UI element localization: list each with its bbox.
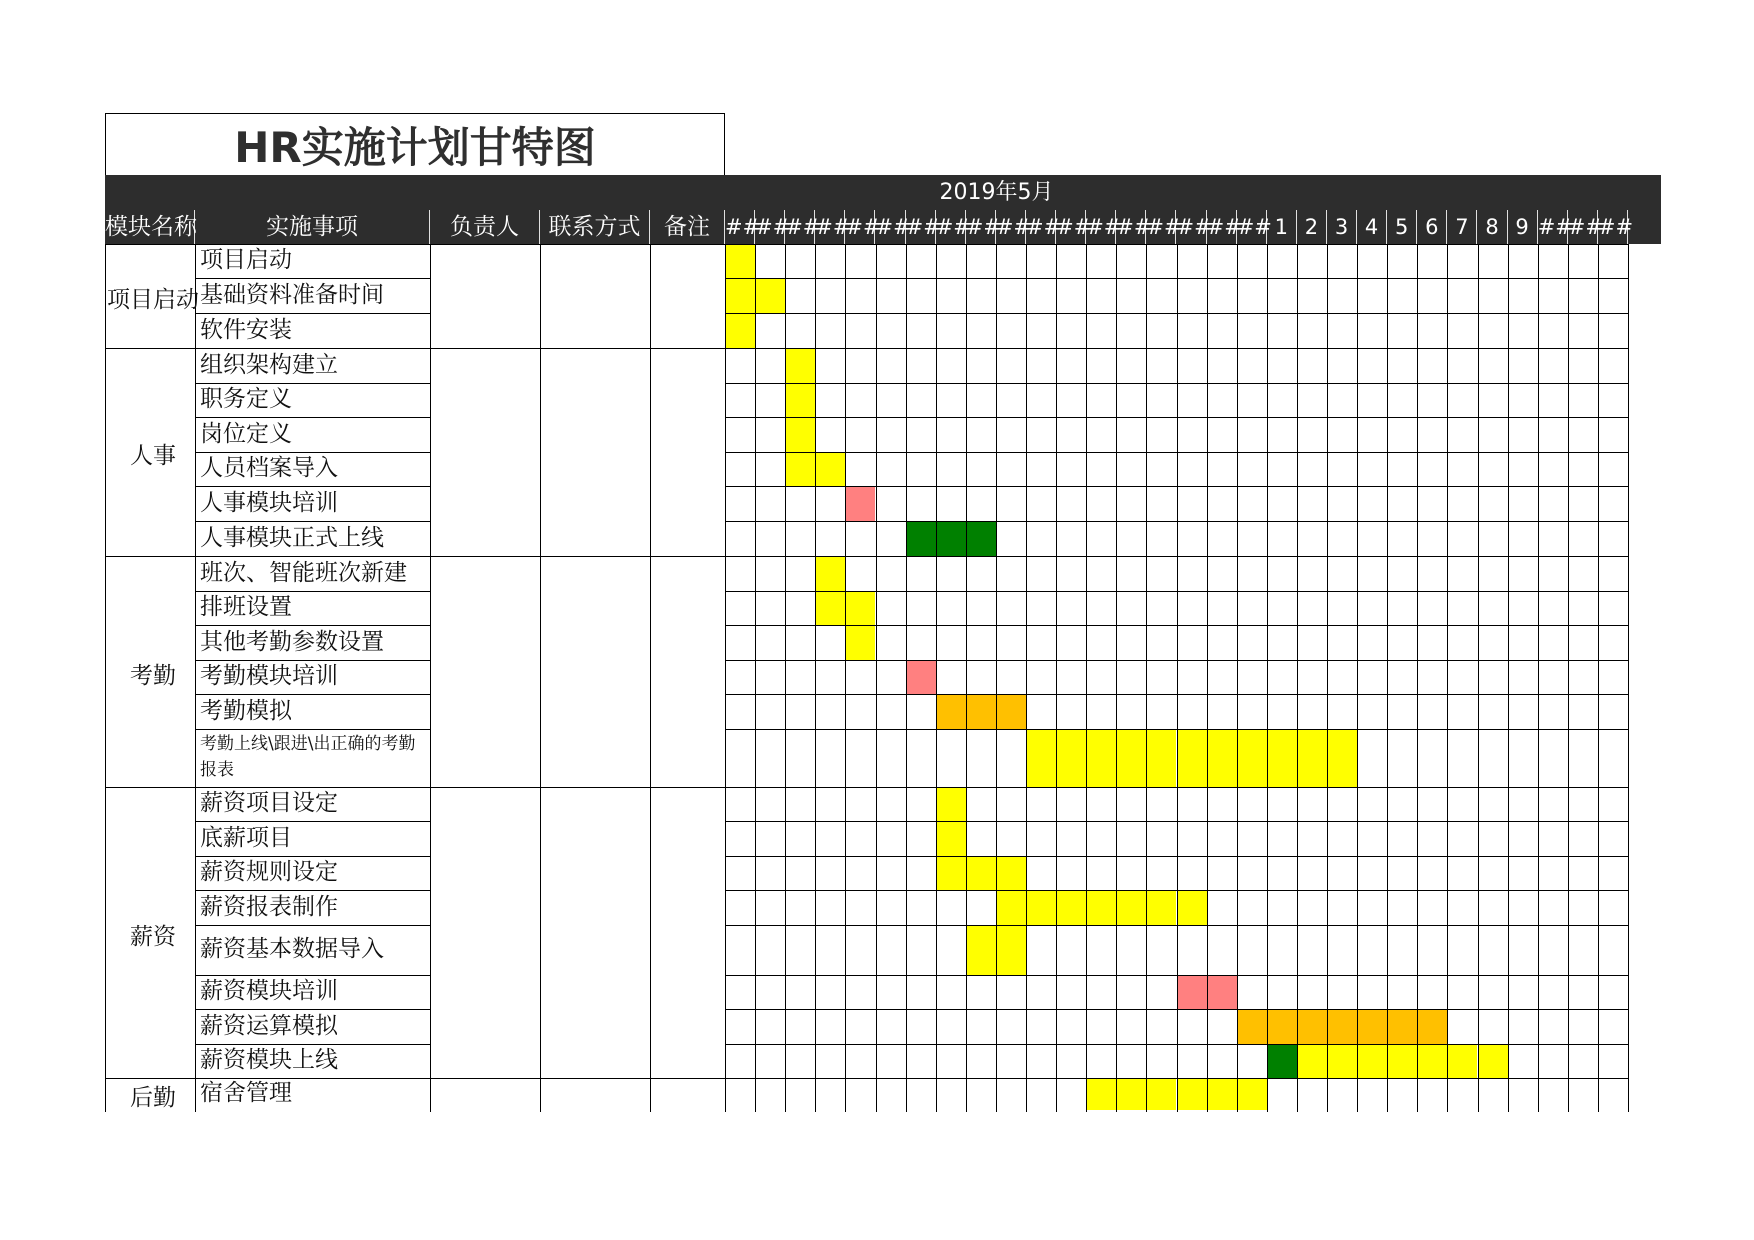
day-label: ##: [815, 210, 845, 244]
task-row-line: [195, 452, 430, 453]
grid-hline: [725, 925, 1628, 926]
gantt-bar-cell: [1237, 729, 1267, 787]
task-name: 软件安装: [200, 316, 292, 343]
module-row-line: [105, 787, 725, 788]
task-name: 薪资模块上线: [200, 1047, 338, 1073]
gantt-bar-cell: [845, 486, 875, 521]
grid-hline: [725, 556, 1628, 557]
grid-vline: [1568, 244, 1569, 1112]
gantt-bar-cell: [785, 452, 815, 486]
day-label: 1: [1267, 210, 1297, 244]
grid-hline: [725, 787, 1628, 788]
grid-hline: [725, 383, 1628, 384]
task-row-line: [195, 925, 430, 926]
grid-vline: [1086, 244, 1087, 1112]
gantt-bar-cell: [1207, 1078, 1237, 1110]
grid-hline: [725, 348, 1628, 349]
gantt-bar-cell: [1297, 729, 1327, 787]
gantt-bar-cell: [725, 313, 755, 348]
grid-vline: [966, 244, 967, 1112]
day-label: 3: [1327, 210, 1357, 244]
day-label: ##: [1086, 210, 1116, 244]
grid-vline: [1387, 244, 1388, 1112]
grid-vline: [1327, 244, 1328, 1112]
day-label: ##: [1538, 210, 1568, 244]
grid-hline: [725, 313, 1628, 314]
gantt-bar-cell: [725, 244, 755, 278]
gantt-bar-cell: [1116, 729, 1146, 787]
day-label: ##: [936, 210, 966, 244]
task-name: 人员档案导入: [200, 455, 338, 481]
grid-vline: [1146, 244, 1147, 1112]
module-name: 薪资: [130, 923, 176, 950]
grid-vline: [1056, 244, 1057, 1112]
gantt-bar-cell: [1177, 975, 1207, 1009]
gantt-bar-cell: [906, 660, 936, 694]
gantt-bar-cell: [996, 925, 1026, 975]
day-label: ##: [996, 210, 1026, 244]
gantt-bar-cell: [1237, 1009, 1267, 1044]
task-name: 基础资料准备时间: [200, 281, 384, 308]
task-row-line: [195, 1044, 430, 1045]
day-label: ##: [906, 210, 936, 244]
grid-hline: [725, 856, 1628, 857]
header-band-top: [105, 175, 725, 210]
grid-vline: [936, 244, 937, 1112]
day-label: 8: [1478, 210, 1508, 244]
task-row-line: [195, 591, 430, 592]
gantt-bar-cell: [1267, 1044, 1297, 1078]
gantt-bar-cell: [1478, 1044, 1508, 1078]
gantt-bar-cell: [1146, 890, 1176, 925]
gantt-bar-cell: [785, 383, 815, 417]
day-label: ##: [1568, 210, 1598, 244]
task-name: 组织架构建立: [200, 351, 338, 378]
gantt-bar-cell: [1207, 975, 1237, 1009]
grid-hline: [725, 625, 1628, 626]
day-label: ##: [1237, 210, 1267, 244]
gantt-bar-cell: [996, 856, 1026, 890]
module-row-line: [105, 348, 725, 349]
gantt-bar-cell: [725, 278, 755, 313]
day-label: ##: [845, 210, 875, 244]
gantt-bar-cell: [1207, 729, 1237, 787]
grid-vline: [755, 244, 756, 1112]
table-vline: [430, 244, 431, 1112]
task-name: 薪资模块培训: [200, 978, 338, 1004]
gantt-bar-cell: [1177, 729, 1207, 787]
gantt-bar-cell: [1357, 1044, 1387, 1078]
grid-hline: [725, 486, 1628, 487]
gantt-bar-cell: [815, 556, 845, 591]
gantt-bar-cell: [1297, 1044, 1327, 1078]
task-row-line: [195, 694, 430, 695]
task-row-line: [195, 625, 430, 626]
task-name: 其他考勤参数设置: [200, 628, 384, 655]
gantt-bar-cell: [1177, 1078, 1207, 1110]
gantt-bar-cell: [936, 821, 966, 856]
gantt-bar-cell: [1327, 729, 1357, 787]
task-name: 排班设置: [200, 594, 292, 620]
day-label: ##: [1116, 210, 1146, 244]
task-name: 项目启动: [200, 247, 292, 273]
task-row-line: [195, 417, 430, 418]
module-row-line: [105, 556, 725, 557]
grid-hline: [725, 694, 1628, 695]
task-name: 考勤上线\跟进\出正确的考勤报表: [200, 734, 416, 780]
task-name: 薪资项目设定: [200, 790, 338, 816]
grid-vline: [1026, 244, 1027, 1112]
table-vline: [650, 244, 651, 1112]
grid-vline: [1177, 244, 1178, 1112]
grid-vline: [815, 244, 816, 1112]
day-label: ##: [725, 210, 755, 244]
header-module: 模块名称: [105, 210, 195, 244]
task-name: 薪资基本数据导入: [200, 936, 384, 962]
grid-vline: [1116, 244, 1117, 1112]
grid-hline: [725, 1044, 1628, 1045]
gantt-bar-cell: [1387, 1009, 1417, 1044]
task-row-line: [195, 383, 430, 384]
header-band-right: [1268, 175, 1661, 210]
task-row-line: [195, 313, 430, 314]
grid-vline: [785, 244, 786, 1112]
grid-vline: [1207, 244, 1208, 1112]
gantt-bar-cell: [1267, 729, 1297, 787]
grid-hline: [725, 1078, 1628, 1079]
grid-vline: [845, 244, 846, 1112]
task-row-line: [195, 1009, 430, 1010]
grid-vline: [1237, 244, 1238, 1112]
task-name: 考勤模块培训: [200, 663, 338, 689]
gantt-bar-cell: [815, 591, 845, 625]
header-owner: 负责人: [430, 210, 540, 244]
task-row-line: [195, 729, 430, 730]
gantt-bar-cell: [1086, 729, 1116, 787]
task-name: 宿舍管理: [200, 1080, 292, 1106]
gantt-bar-cell: [1116, 1078, 1146, 1110]
day-label: 5: [1387, 210, 1417, 244]
grid-hline: [725, 591, 1628, 592]
gantt-bar-cell: [845, 625, 875, 660]
day-label: ##: [755, 210, 785, 244]
gantt-bar-cell: [815, 452, 845, 486]
gantt-bar-cell: [1116, 890, 1146, 925]
gantt-bar-cell: [1297, 1009, 1327, 1044]
grid-vline: [876, 244, 877, 1112]
grid-vline: [1447, 244, 1448, 1112]
header-note: 备注: [650, 210, 725, 244]
grid-vline: [906, 244, 907, 1112]
grid-hline: [725, 417, 1628, 418]
grid-vline: [725, 244, 726, 1112]
task-row-line: [195, 278, 430, 279]
gantt-bar-cell: [1086, 1078, 1116, 1110]
grid-vline: [1508, 244, 1509, 1112]
grid-hline: [725, 729, 1628, 730]
grid-hline: [725, 975, 1628, 976]
gantt-bar-cell: [936, 856, 966, 890]
gantt-bar-cell: [1086, 890, 1116, 925]
gantt-bar-cell: [845, 591, 875, 625]
grid-vline: [1598, 244, 1599, 1112]
gantt-bar-cell: [785, 417, 815, 452]
day-label: 4: [1357, 210, 1387, 244]
day-label: ##: [1207, 210, 1237, 244]
gantt-bar-cell: [1447, 1044, 1477, 1078]
task-name: 薪资运算模拟: [200, 1012, 338, 1039]
task-row-line: [195, 660, 430, 661]
day-label: ##: [1026, 210, 1056, 244]
grid-vline: [1267, 244, 1268, 1112]
gantt-bar-cell: [1026, 890, 1056, 925]
gantt-bar-cell: [1357, 1009, 1387, 1044]
grid-hline: [725, 278, 1628, 279]
gantt-bar-cell: [996, 694, 1026, 729]
gantt-bar-cell: [906, 521, 936, 556]
task-name: 考勤模拟: [200, 697, 292, 724]
gantt-bar-cell: [1387, 1044, 1417, 1078]
header-task: 实施事项: [195, 210, 430, 244]
grid-hline: [725, 1009, 1628, 1010]
grid-hline: [725, 890, 1628, 891]
task-name: 人事模块培训: [200, 489, 338, 516]
day-label: ##: [1146, 210, 1176, 244]
task-name: 底薪项目: [200, 824, 292, 851]
day-label: 9: [1508, 210, 1538, 244]
task-row-line: [195, 486, 430, 487]
gantt-bar-cell: [1327, 1044, 1357, 1078]
gantt-bar-cell: [936, 787, 966, 821]
gantt-bar-cell: [936, 521, 966, 556]
task-row-line: [195, 890, 430, 891]
header-bottom-line: [105, 244, 1628, 245]
page-title: HR实施计划甘特图: [105, 113, 725, 175]
grid-vline: [1417, 244, 1418, 1112]
task-name: 人事模块正式上线: [200, 524, 384, 551]
grid-vline: [1357, 244, 1358, 1112]
gantt-bar-cell: [966, 925, 996, 975]
gantt-bar-cell: [1146, 1078, 1176, 1110]
gantt-bar-cell: [755, 278, 785, 313]
task-name: 班次、智能班次新建: [200, 559, 407, 586]
gantt-bar-cell: [1237, 1078, 1267, 1110]
module-name: 项目启动: [107, 287, 199, 313]
day-label: ##: [1056, 210, 1086, 244]
task-name: 职务定义: [200, 386, 292, 412]
task-row-line: [195, 521, 430, 522]
task-row-line: [195, 856, 430, 857]
table-vline: [540, 244, 541, 1112]
task-row-line: [195, 975, 430, 976]
day-label: 2: [1297, 210, 1327, 244]
gantt-bar-cell: [966, 694, 996, 729]
task-name: 薪资规则设定: [200, 859, 338, 885]
module-name: 后勤: [130, 1085, 176, 1111]
gantt-bar-cell: [1056, 729, 1086, 787]
task-row-line: [195, 821, 430, 822]
task-name: 薪资报表制作: [200, 893, 338, 920]
grid-vline: [1297, 244, 1298, 1112]
module-name: 考勤: [130, 662, 176, 689]
grid-hline: [725, 521, 1628, 522]
gantt-bar-cell: [1267, 1009, 1297, 1044]
gantt-bar-cell: [1417, 1009, 1447, 1044]
gantt-bar-cell: [1417, 1044, 1447, 1078]
gantt-bar-cell: [966, 856, 996, 890]
gantt-bar-cell: [1327, 1009, 1357, 1044]
day-label: ##: [876, 210, 906, 244]
header-contact: 联系方式: [540, 210, 650, 244]
gantt-bar-cell: [966, 521, 996, 556]
task-name: 岗位定义: [200, 420, 292, 447]
grid-vline: [1628, 244, 1629, 1112]
day-label: ##: [1598, 210, 1628, 244]
grid-vline: [996, 244, 997, 1112]
month-label: 2019年5月: [939, 180, 1054, 205]
grid-vline: [1538, 244, 1539, 1112]
gantt-bar-cell: [785, 348, 815, 383]
gantt-bar-cell: [1177, 890, 1207, 925]
grid-hline: [725, 821, 1628, 822]
gantt-bar-cell: [1026, 729, 1056, 787]
gantt-bar-cell: [936, 694, 966, 729]
gantt-bar-cell: [996, 890, 1026, 925]
day-label: ##: [966, 210, 996, 244]
grid-hline: [725, 452, 1628, 453]
grid-hline: [725, 660, 1628, 661]
gantt-bar-cell: [1146, 729, 1176, 787]
gantt-bar-cell: [1056, 890, 1086, 925]
day-label: ##: [785, 210, 815, 244]
module-name: 人事: [130, 443, 176, 469]
day-label: 7: [1447, 210, 1477, 244]
day-label: 6: [1417, 210, 1447, 244]
day-label: ##: [1177, 210, 1207, 244]
grid-vline: [1478, 244, 1479, 1112]
